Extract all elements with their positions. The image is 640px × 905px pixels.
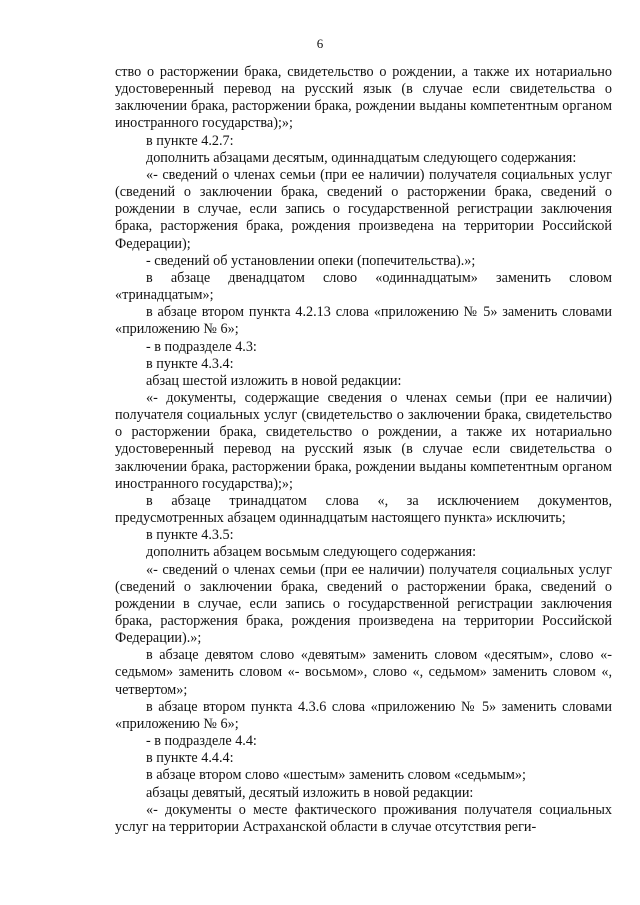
paragraph: «- сведений о членах семьи (при ее наличии) получателя социальных услуг (сведений о заключении брака, сведений о расторжении брака, сведений о рождении в случае, если запись о государственной регистрации заключения брака, расторжения брака, рождения произведена на территории Российской Федерации).»; <box>115 561 612 647</box>
paragraph: в абзаце втором пункта 4.3.6 слова «приложению № 5» заменить словами «приложению № 6»; <box>115 698 612 732</box>
paragraph: «- документы о месте фактического проживания получателя социальных услуг на территории Астраханской области в случае отсутствия реги- <box>115 801 612 835</box>
document-body <box>115 64 612 836</box>
paragraph: в абзаце тринадцатом слова «, за исключением документов, предусмотренных абзацем одиннадцатым настоящего пункта» исключить; <box>115 492 612 527</box>
paragraph: в абзаце девятом слово «девятым» заменить словом «десятым», слово «- седьмом» заменить словом «- восьмом», слово «, седьмом» заменить словом «, четвертом»; <box>115 647 612 698</box>
paragraph: в абзаце двенадцатом слово «одиннадцатым» заменить словом «тринадцатым»; <box>115 269 612 304</box>
paragraph: - сведений об установлении опеки (попечительства).»; <box>146 252 476 269</box>
paragraph: в пункте 4.2.7: <box>146 132 234 149</box>
paragraph: - в подразделе 4.3: <box>146 338 257 355</box>
paragraph: «- сведений о членах семьи (при ее наличии) получателя социальных услуг (сведений о заключении брака, сведений о расторжении брака, сведений о рождении в случае, если запись о государственной регистрации заключения брака, расторжения брака, рождения произведена на территории Российской Федерации); <box>115 166 612 252</box>
paragraph: дополнить абзацами десятым, одиннадцатым следующего содержания: <box>146 149 577 166</box>
paragraph: ство о расторжении брака, свидетельство о рождении, а также их нотариально удостоверенный перевод на русский язык (в случае если свидетельства о заключении брака, расторжении брака, рождении выданы компетентным органом иностранного государства);»; <box>115 64 612 132</box>
paragraph: в пункте 4.3.5: <box>146 527 234 544</box>
paragraph: в пункте 4.3.4: <box>146 355 234 372</box>
paragraph: абзац шестой изложить в новой редакции: <box>146 372 402 389</box>
paragraph: «- документы, содержащие сведения о членах семьи (при ее наличии) получателя социальных услуг (свидетельство о заключении брака, свидетельство о расторжении брака, свидетельство о рождении, а также их нотариально удостоверенный перевод на русский язык (в случае если свидетельства о заключении брака, расторжении брака, рождении выданы компетентным органом иностранного государства);»; <box>115 389 612 492</box>
paragraph: в абзаце втором пункта 4.2.13 слова «приложению № 5» заменить словами «приложению № 6»; <box>115 304 612 338</box>
paragraph: абзацы девятый, десятый изложить в новой редакции: <box>146 784 474 801</box>
paragraph: - в подразделе 4.4: <box>146 733 257 750</box>
paragraph: дополнить абзацем восьмым следующего содержания: <box>146 544 477 561</box>
paragraph: в абзаце втором слово «шестым» заменить словом «седьмым»; <box>146 767 526 784</box>
paragraph: в пункте 4.4.4: <box>146 750 234 767</box>
page-number: 6 <box>316 36 324 51</box>
